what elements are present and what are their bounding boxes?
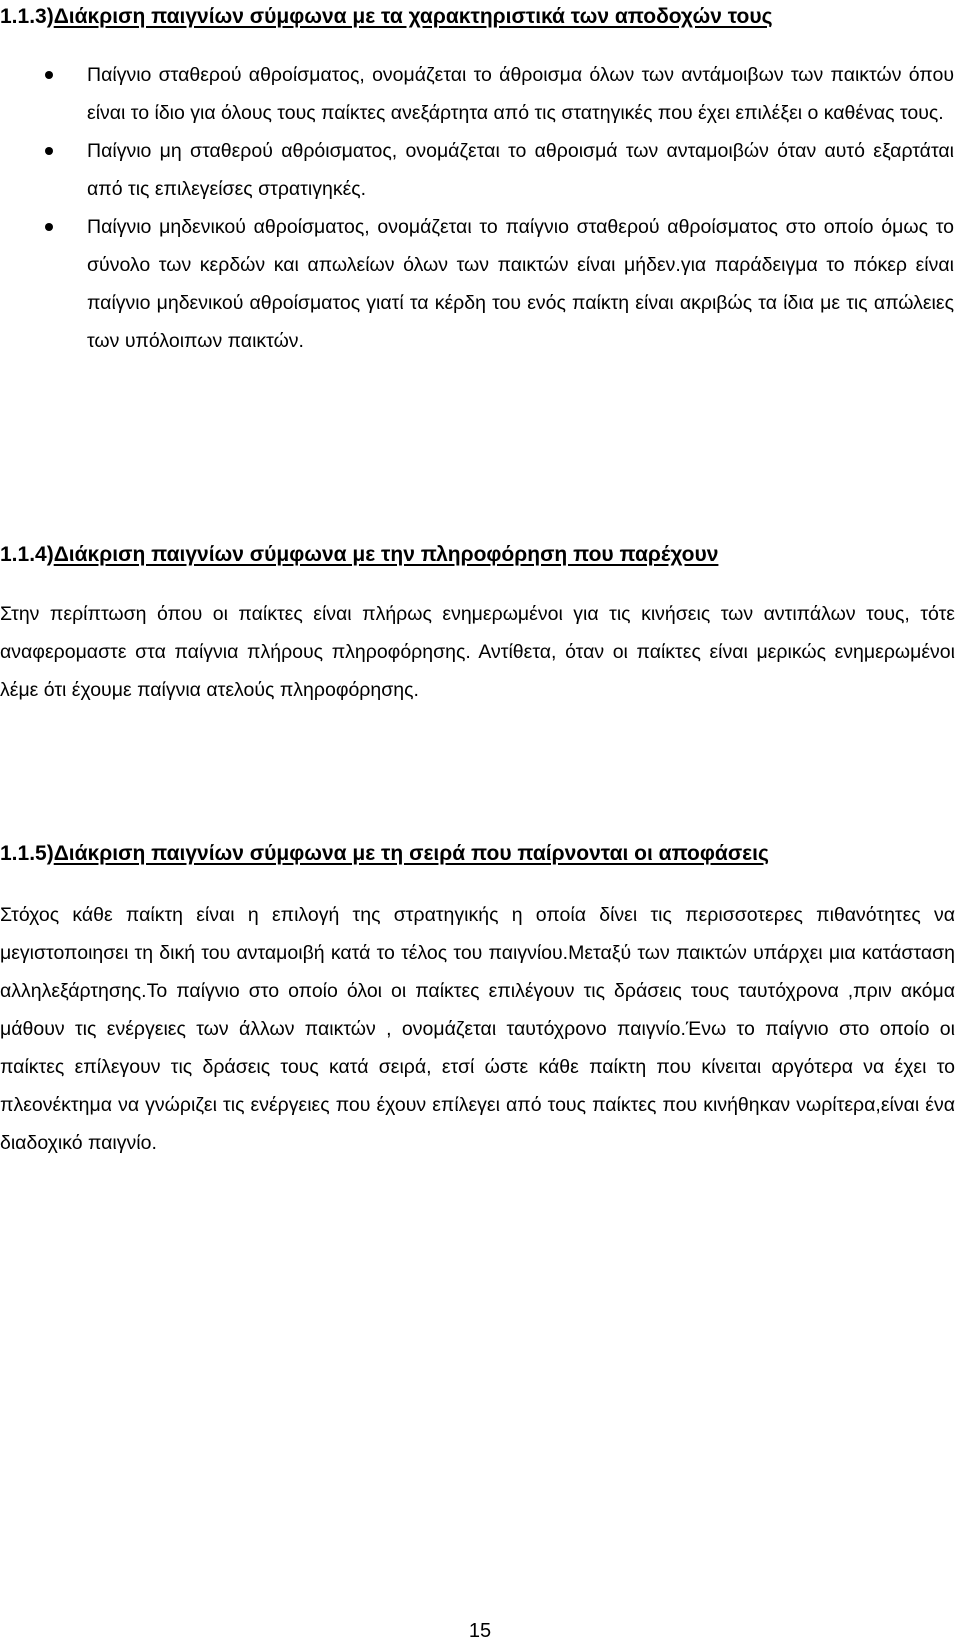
section-number: 1.1.3) (0, 5, 54, 28)
bullet-text: Παίγνιο σταθερού αθροίσματος, ονομάζεται το άθροισμα όλων των αντάμοιβων των παικτών όπου είναι το ίδιο για όλους τους παίκτες ανεξάρτητα από τις στατηγικές που έχει επιλέξει ο καθένας τους. (87, 64, 954, 124)
bullet-item (0, 208, 954, 360)
bullet-text: Παίγνιο μηδενικού αθροίσματος, ονομάζεται το παίγνιο σταθερού αθροίσματος στο οποίο όμως το σύνολο των κερδών και απωλείων όλων των παικτών είναι μήδεν.για παράδειγμα το πόκερ είναι παίγνιο μηδενικού αθροίσματος γιατί τα κέρδη του ενός παίκτη είναι ακριβώς τα ίδια με τις απώλειες των υπόλοιπων παικτών. (87, 216, 954, 352)
bullet-dot-icon (45, 71, 53, 79)
body-paragraph: Στόχος κάθε παίκτη είναι η επιλογή της στρατηγικής η οποία δίνει τις περισσοτερες πιθανότητες να μεγιστοποιησει τη δική του ανταμοιβή κατά το τέλος του παιγνίου.Μεταξύ των παικτών υπάρχει μια κατάσταση αλληλεξάρτησης.Το παίγνιο στο οποίο όλοι οι παίκτες επιλέγουν τις δράσεις τους ταυτόχρονα ,πριν ακόμα μάθουν τις ενέργειες των άλλων παικτών , ονομάζεται ταυτόχρονο παιγνίο.Ένω το παίγνιο στο οποίο οι παίκτες επίλεγουν τις δράσεις τους κατά σειρά, ετσί ώστε κάθε παίκτη που κίνειται αργότερα να έχει το πλεονέκτημα να γνώριζει τις ενέργειες που έχουν επίλεγει από τους παίκτες που κινήθηκαν νωρίτερα,είναι ένα διαδοχικό παιγνίο. (0, 904, 955, 1154)
section-heading-1-1-4 (0, 538, 718, 572)
bullet-text: Παίγνιο μη σταθερού αθρόισματος, ονομάζεται το αθροισμά των ανταμοιβών όταν αυτό εξαρτάται από τις επιλεγείσες στρατιγηκές. (87, 140, 954, 200)
section-number: 1.1.5) (0, 842, 54, 865)
section-number: 1.1.4) (0, 543, 54, 566)
section-heading-1-1-5 (0, 837, 769, 871)
section-title: Διάκριση παιγνίων σύμφωνα με τη σειρά που παίρνονται οι αποφάσεις (53, 842, 769, 865)
section-body-1-1-5 (0, 896, 955, 1162)
page-number (0, 1618, 960, 1644)
section-body-1-1-4 (0, 595, 955, 709)
page-number-text: 15 (468, 1620, 492, 1642)
bullet-item (0, 132, 954, 208)
section-heading-1-1-3 (0, 0, 773, 34)
section-title: Διάκριση παιγνίων σύμφωνα με τα χαρακτηριστικά των αποδοχών τους (53, 5, 773, 28)
bullet-list (0, 56, 954, 360)
bullet-dot-icon (45, 147, 53, 155)
bullet-item (0, 56, 954, 132)
bullet-dot-icon (45, 223, 53, 231)
section-title: Διάκριση παιγνίων σύμφωνα με την πληροφόρηση που παρέχουν (53, 543, 719, 566)
body-paragraph: Στην περίπτωση όπου οι παίκτες είναι πλήρως ενημερωμένοι για τις κινήσεις των αντιπάλων τους, τότε αναφερομαστε στα παίγνια πλήρους πληροφόρησης. Αντίθετα, όταν οι παίκτες είναι μερικώς ενημερωμένοι λέμε ότι έχουμε παίγνια ατελούς πληροφόρησης. (0, 603, 955, 701)
